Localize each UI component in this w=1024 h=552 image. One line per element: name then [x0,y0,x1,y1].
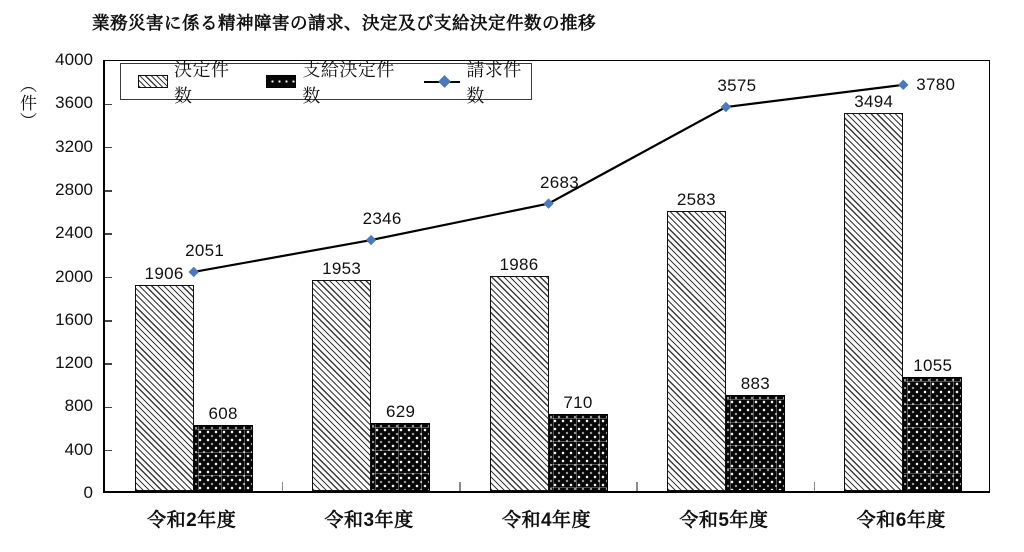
y-tick-label: 2800 [55,179,93,199]
bar-value-label: 1953 [322,258,362,278]
line-value-label: 2051 [185,240,225,260]
bar-value-label: 2583 [676,190,716,210]
diamond-marker [189,267,199,277]
legend-label-kettei: 決定件数 [173,59,230,106]
y-tick-label: 400 [64,439,93,459]
bar-value-label: 1986 [499,255,539,274]
plot-area [103,60,990,493]
diamond-marker [898,80,908,90]
y-axis-unit-label: （件） [17,76,36,130]
legend-label-seikyu: 請求件数 [466,59,522,106]
line-value-label: 2346 [362,209,402,229]
y-tick-label: 3600 [55,93,93,113]
trend-line-layer [105,61,992,494]
x-category-label: 令和5年度 [679,510,769,531]
line-value-label: 2683 [539,172,580,192]
x-category-label: 令和4年度 [501,510,592,531]
legend-box [120,59,532,106]
diamond-marker [721,102,731,112]
bar-value-label: 1055 [913,355,953,375]
x-category-label: 令和6年度 [856,510,946,531]
line-value-label: 3780 [916,74,956,94]
y-tick-label: 4000 [55,50,93,69]
chart-title: 業務災害に係る精神障害の請求、決定及び支給決定件数の推移 [92,13,596,33]
line-value-label: 3575 [717,76,757,95]
diamond-marker [543,198,553,208]
y-tick-label: 2400 [55,223,93,243]
bar-value-label: 608 [208,404,238,424]
y-tick-label: 0 [83,483,93,502]
y-tick-label: 3200 [55,136,93,156]
dotted-bar-swatch-icon [266,75,296,88]
bar-value-label: 1906 [144,263,184,283]
line-diamond-swatch-icon [424,75,461,88]
legend-label-shikyu-kettei: 支給決定件数 [302,59,395,106]
bar-value-label: 883 [740,374,771,394]
x-category-label: 令和3年度 [324,510,414,531]
hatched-bar-swatch-icon [138,75,168,88]
y-tick-label: 1600 [55,309,93,329]
bar-value-label: 710 [563,393,593,413]
y-tick-label: 1200 [55,353,93,373]
diamond-marker [366,235,376,245]
x-category-label: 令和2年度 [147,510,237,531]
y-tick-label: 800 [64,396,93,416]
bar-value-label: 629 [385,401,416,421]
bar-value-label: 3494 [854,91,894,111]
y-tick-label: 2000 [55,266,93,286]
